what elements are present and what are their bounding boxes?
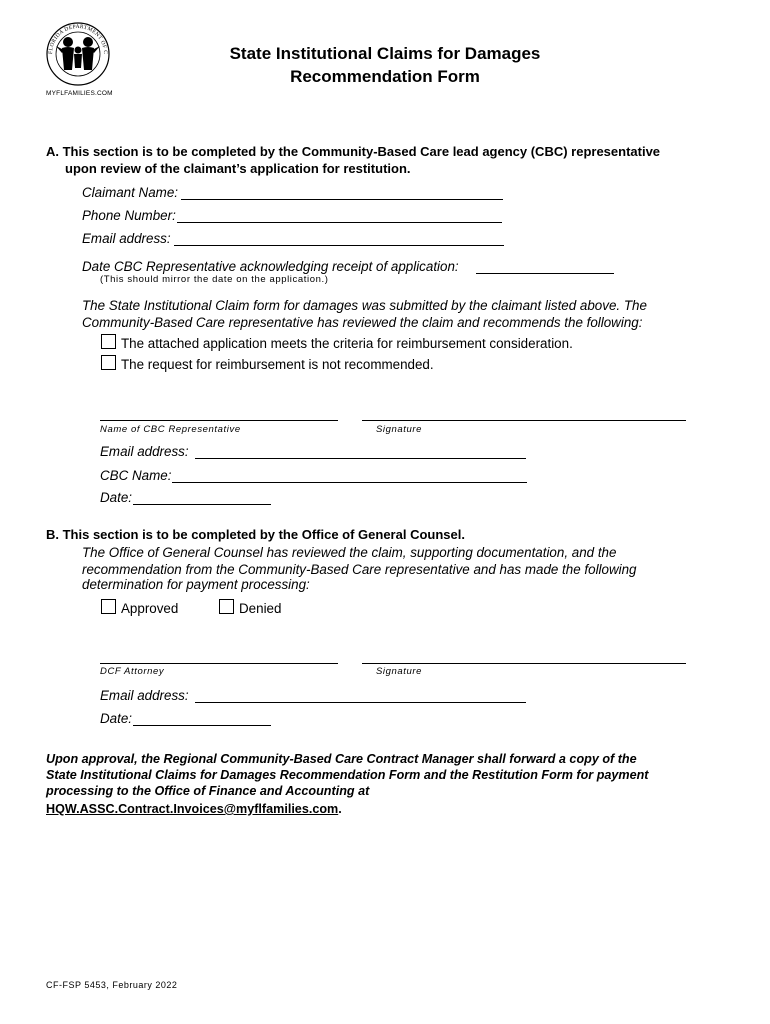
section-b-statement-line2: recommendation from the Community-Based Care representative and has made the following <box>82 562 637 577</box>
not-recommended-checkbox[interactable] <box>101 355 116 370</box>
ogc-email-field[interactable] <box>195 702 526 703</box>
claimant-name-label: Claimant Name: <box>82 185 178 200</box>
cbc-rep-name-caption: Name of CBC Representative <box>100 424 241 435</box>
denied-checkbox[interactable] <box>219 599 234 614</box>
date-ack-label: Date CBC Representative acknowledging receipt of application: <box>82 259 459 274</box>
section-b-statement-line1: The Office of General Counsel has reviewed the claim, supporting documentation, and the <box>82 545 617 560</box>
cbc-rep-name-field[interactable] <box>100 420 338 421</box>
form-title-line2: Recommendation Form <box>290 67 480 86</box>
section-a-statement-line2: Community-Based Care representative has reviewed the claim and recommends the following: <box>82 315 643 330</box>
denied-label: Denied <box>239 601 282 616</box>
approved-checkbox[interactable] <box>101 599 116 614</box>
closing-line3: processing to the Office of Finance and Accounting at <box>46 784 370 798</box>
cbc-email-field[interactable] <box>195 458 526 459</box>
cbc-name-field[interactable] <box>172 482 527 483</box>
dcf-attorney-signature-field[interactable] <box>362 663 686 664</box>
criteria-met-checkbox[interactable] <box>101 334 116 349</box>
section-b-heading: B. This section is to be completed by the Office of General Counsel. <box>46 527 465 542</box>
logo-url-text: MYFLFAMILIES.COM <box>46 90 113 97</box>
cbc-date-label: Date: <box>100 490 133 505</box>
closing-line1: Upon approval, the Regional Community-Based Care Contract Manager shall forward a copy of the <box>46 752 637 766</box>
date-ack-note: (This should mirror the date on the application.) <box>100 274 329 285</box>
ogc-email-label: Email address: <box>100 688 189 703</box>
approved-label: Approved <box>121 601 179 616</box>
form-title-line1: State Institutional Claims for Damages <box>229 44 541 63</box>
closing-email-row <box>46 800 342 818</box>
invoice-email-link[interactable]: HQW.ASSC.Contract.Invoices@myflfamilies.com <box>46 802 339 816</box>
closing-period: . <box>338 802 342 816</box>
phone-number-label: Phone Number: <box>82 208 176 223</box>
dcf-attorney-signature-caption: Signature <box>376 666 423 677</box>
section-a-heading-line2: upon review of the claimant’s application for restitution. <box>65 161 411 176</box>
section-b-statement-line3: determination for payment processing: <box>82 577 310 592</box>
dcf-attorney-caption: DCF Attorney <box>100 666 165 677</box>
dcf-attorney-field[interactable] <box>100 663 338 664</box>
not-recommended-label: The request for reimbursement is not recommended. <box>121 357 434 372</box>
ogc-date-label: Date: <box>100 711 133 726</box>
cbc-rep-signature-caption: Signature <box>376 424 423 435</box>
section-a-statement-line1: The State Institutional Claim form for damages was submitted by the claimant listed above. The <box>82 298 647 313</box>
closing-line2: State Institutional Claims for Damages Recommendation Form and the Restitution Form for payment <box>46 768 649 782</box>
cbc-name-label: CBC Name: <box>100 468 172 483</box>
claimant-name-field[interactable] <box>181 199 503 200</box>
section-a-heading-line1: A. This section is to be completed by the Community-Based Care lead agency (CBC) representative <box>46 144 661 159</box>
cbc-email-label: Email address: <box>100 444 189 459</box>
criteria-met-label: The attached application meets the criteria for reimbursement consideration. <box>121 336 573 351</box>
ogc-date-field[interactable] <box>133 725 271 726</box>
phone-number-field[interactable] <box>177 222 502 223</box>
date-ack-field[interactable] <box>476 273 614 274</box>
email-address-label: Email address: <box>82 231 171 246</box>
cbc-rep-signature-field[interactable] <box>362 420 686 421</box>
email-address-field[interactable] <box>174 245 504 246</box>
svg-text:FLORIDA DEPARTMENT OF CHILDREN: FLORIDA DEPARTMENT OF C <box>47 23 109 55</box>
cbc-date-field[interactable] <box>133 504 271 505</box>
form-id-footer: CF-FSP 5453, February 2022 <box>46 980 178 990</box>
